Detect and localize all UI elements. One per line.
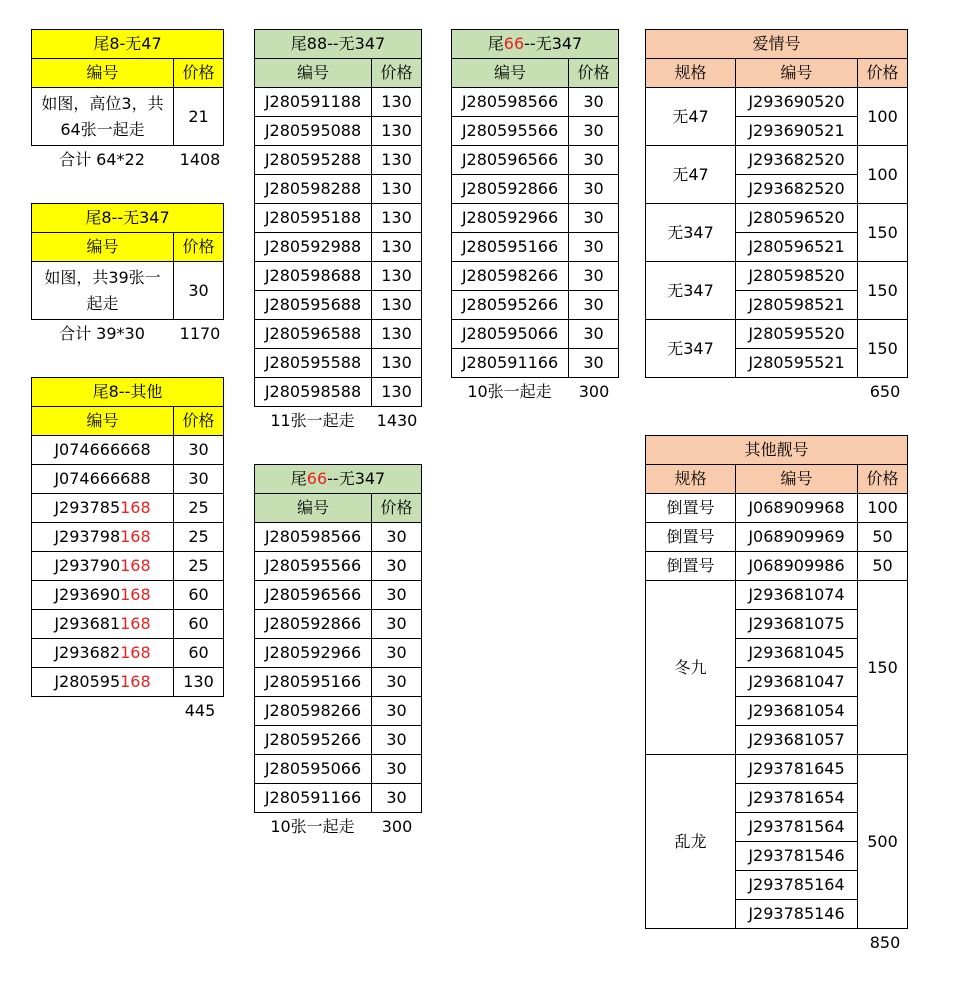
price-cell: 30: [372, 755, 422, 784]
code-cell: J280596566: [452, 146, 569, 175]
price-cell: 130: [372, 117, 422, 146]
price-cell: 30: [372, 697, 422, 726]
table-other-fancy-numbers: [645, 435, 908, 929]
code-cell: J280592866: [452, 175, 569, 204]
table-row: [452, 117, 619, 146]
table-tail8-other: [31, 377, 224, 697]
table-row: [255, 784, 422, 813]
code-cell: J280598288: [255, 175, 372, 204]
code-cell: J293681047: [736, 668, 858, 697]
price-cell: 150: [858, 262, 908, 320]
code-cell: J280596520: [736, 204, 858, 233]
table-row: [32, 523, 224, 552]
table-row: [255, 523, 422, 552]
code-cell: J293785168: [32, 494, 174, 523]
table-row: [255, 204, 422, 233]
code-cell: J293682520: [736, 175, 858, 204]
price-cell: 30: [372, 784, 422, 813]
code-cell: J068909986: [736, 552, 858, 581]
table-title: 尾66--无347: [452, 30, 619, 59]
code-cell: J293690520: [736, 88, 858, 117]
price-cell: 30: [569, 146, 619, 175]
code-cell: J293781564: [736, 813, 858, 842]
code-cell: J280598266: [452, 262, 569, 291]
price-cell: 130: [372, 378, 422, 407]
table-row: [452, 233, 619, 262]
spec-cell: 无347: [646, 320, 736, 378]
price-cell: 150: [858, 581, 908, 755]
price-cell: 50: [858, 552, 908, 581]
price-cell: 30: [372, 726, 422, 755]
code-cell: J293682520: [736, 146, 858, 175]
total-label: 合计 39*30: [59, 324, 145, 343]
price-cell: 30: [569, 233, 619, 262]
price-cell: 130: [174, 668, 224, 697]
price-cell: 130: [372, 291, 422, 320]
col-header-price: 价格: [569, 59, 619, 88]
table-row: [255, 639, 422, 668]
table-title: 爱情号: [646, 30, 908, 59]
col-header-spec: 规格: [646, 465, 736, 494]
table-row: [646, 755, 908, 784]
table-row: [255, 262, 422, 291]
code-cell: J280595566: [255, 552, 372, 581]
total-value: 1430: [376, 411, 418, 430]
total-value: 445: [184, 701, 216, 720]
code-cell: J280596588: [255, 320, 372, 349]
code-cell: J293690168: [32, 581, 174, 610]
price-cell: 30: [569, 262, 619, 291]
table-tail8-no47: [31, 29, 224, 146]
price-cell: 130: [372, 146, 422, 175]
col-header-price: 价格: [174, 407, 224, 436]
col-header-spec: 规格: [646, 59, 736, 88]
price-cell: 130: [372, 88, 422, 117]
code-cell: J280598688: [255, 262, 372, 291]
table-row: [32, 668, 224, 697]
price-cell: 30: [569, 175, 619, 204]
table-row: [255, 320, 422, 349]
table-row: [32, 610, 224, 639]
spec-cell: 无347: [646, 262, 736, 320]
spec-cell: 无47: [646, 88, 736, 146]
code-cell: J293798168: [32, 523, 174, 552]
table-title: 尾88--无347: [255, 30, 422, 59]
footer-label: 11张一起走: [270, 411, 355, 430]
total-value: 650: [869, 382, 901, 401]
code-cell: J280595066: [255, 755, 372, 784]
code-cell: J280595688: [255, 291, 372, 320]
description-cell: 如图，高位3，共64张一起走: [32, 88, 174, 146]
price-cell: 30: [569, 204, 619, 233]
table-row: [32, 581, 224, 610]
code-cell: J280595520: [736, 320, 858, 349]
code-cell: J280598266: [255, 697, 372, 726]
table-title: 尾66--无347: [255, 465, 422, 494]
price-cell: 25: [174, 523, 224, 552]
table-row: [646, 320, 908, 349]
table-title: 尾8-无47: [32, 30, 224, 59]
col-header-code: 编号: [255, 494, 372, 523]
table-row: [255, 175, 422, 204]
col-header-code: 编号: [736, 59, 858, 88]
price-cell: 30: [569, 88, 619, 117]
table-row: [32, 639, 224, 668]
table-tail8-no347: [31, 203, 224, 320]
code-cell: J280595521: [736, 349, 858, 378]
col-header-price: 价格: [174, 59, 224, 88]
table-row: [255, 726, 422, 755]
total-value: 300: [381, 817, 413, 836]
spec-cell: 乱龙: [646, 755, 736, 929]
code-cell: J280595066: [452, 320, 569, 349]
price-cell: 30: [569, 349, 619, 378]
table-tail66-no347-lower: [254, 464, 422, 813]
code-cell: J280591166: [255, 784, 372, 813]
code-cell: J280598566: [452, 88, 569, 117]
price-cell: 100: [858, 88, 908, 146]
price-cell: 50: [858, 523, 908, 552]
code-cell: J280595188: [255, 204, 372, 233]
code-cell: J280591188: [255, 88, 372, 117]
price-cell: 30: [372, 581, 422, 610]
price-cell: 21: [174, 88, 224, 146]
code-cell: J280595088: [255, 117, 372, 146]
code-cell: J280595166: [452, 233, 569, 262]
code-cell: J293781645: [736, 755, 858, 784]
col-header-price: 价格: [858, 59, 908, 88]
code-cell: J280595166: [255, 668, 372, 697]
code-cell: J280591166: [452, 349, 569, 378]
price-cell: 30: [372, 610, 422, 639]
table-row: [452, 88, 619, 117]
code-cell: J280595266: [255, 726, 372, 755]
code-cell: J280595266: [452, 291, 569, 320]
table-row: [255, 117, 422, 146]
table-row: [32, 552, 224, 581]
code-cell: J280592866: [255, 610, 372, 639]
price-cell: 30: [569, 291, 619, 320]
table-row: [452, 291, 619, 320]
code-cell: J074666688: [32, 465, 174, 494]
price-cell: 100: [858, 146, 908, 204]
price-cell: 30: [174, 262, 224, 320]
price-cell: 100: [858, 494, 908, 523]
code-cell: J280595566: [452, 117, 569, 146]
code-cell: J280598521: [736, 291, 858, 320]
price-cell: 130: [372, 233, 422, 262]
price-cell: 60: [174, 581, 224, 610]
spec-cell: 倒置号: [646, 494, 736, 523]
table-row: [32, 465, 224, 494]
price-cell: 30: [174, 465, 224, 494]
table-row: [646, 523, 908, 552]
price-cell: 60: [174, 610, 224, 639]
code-cell: J280592966: [255, 639, 372, 668]
col-header-price: 价格: [858, 465, 908, 494]
code-cell: J293681045: [736, 639, 858, 668]
code-cell: J293681054: [736, 697, 858, 726]
spec-cell: 无47: [646, 146, 736, 204]
table-row: [255, 349, 422, 378]
spec-cell: 倒置号: [646, 552, 736, 581]
table-row: [255, 378, 422, 407]
code-cell: J293785146: [736, 900, 858, 929]
code-cell: J280596521: [736, 233, 858, 262]
code-cell: J293790168: [32, 552, 174, 581]
price-cell: 30: [372, 668, 422, 697]
code-cell: J293781546: [736, 842, 858, 871]
table-row: [255, 291, 422, 320]
price-cell: 130: [372, 320, 422, 349]
price-cell: 30: [372, 639, 422, 668]
col-header-price: 价格: [372, 59, 422, 88]
price-cell: 25: [174, 494, 224, 523]
code-cell: J280592966: [452, 204, 569, 233]
table-row: [255, 668, 422, 697]
col-header-code: 编号: [255, 59, 372, 88]
table-row: [255, 88, 422, 117]
price-cell: 30: [372, 552, 422, 581]
table-row: [452, 262, 619, 291]
code-cell: J280598520: [736, 262, 858, 291]
table-row: [255, 146, 422, 175]
table-row: [452, 204, 619, 233]
table-row: [255, 755, 422, 784]
price-cell: 60: [174, 639, 224, 668]
col-header-code: 编号: [32, 407, 174, 436]
code-cell: J280598566: [255, 523, 372, 552]
code-cell: J280595168: [32, 668, 174, 697]
description-cell: 如图，共39张一起走: [32, 262, 174, 320]
code-cell: J280595288: [255, 146, 372, 175]
table-row: [452, 146, 619, 175]
spec-cell: 冬九: [646, 581, 736, 755]
table-row: [255, 552, 422, 581]
footer-label: 10张一起走: [467, 382, 552, 401]
table-row: [32, 436, 224, 465]
code-cell: J293682168: [32, 639, 174, 668]
table-love-numbers: [645, 29, 908, 378]
code-cell: J293785164: [736, 871, 858, 900]
table-row: [646, 494, 908, 523]
code-cell: J280592988: [255, 233, 372, 262]
table-row: [32, 494, 224, 523]
table-title: 尾8--无347: [32, 204, 224, 233]
code-cell: J293781654: [736, 784, 858, 813]
total-value: 1408: [179, 150, 221, 169]
table-row: [452, 349, 619, 378]
price-cell: 150: [858, 204, 908, 262]
price-cell: 30: [569, 117, 619, 146]
price-cell: 500: [858, 755, 908, 929]
total-value: 300: [578, 382, 610, 401]
code-cell: J068909969: [736, 523, 858, 552]
table-row: [646, 262, 908, 291]
table-row: [255, 233, 422, 262]
table-row: [255, 581, 422, 610]
code-cell: J280596566: [255, 581, 372, 610]
table-tail88-no347: [254, 29, 422, 407]
price-cell: 30: [569, 320, 619, 349]
table-title: 其他靓号: [646, 436, 908, 465]
code-cell: J293690521: [736, 117, 858, 146]
total-value: 850: [869, 933, 901, 952]
code-cell: J293681168: [32, 610, 174, 639]
table-row: [452, 175, 619, 204]
code-cell: J074666668: [32, 436, 174, 465]
price-cell: 130: [372, 349, 422, 378]
spec-cell: 无347: [646, 204, 736, 262]
table-row: [646, 552, 908, 581]
col-header-price: 价格: [372, 494, 422, 523]
code-cell: J280595588: [255, 349, 372, 378]
price-cell: 25: [174, 552, 224, 581]
total-value: 1170: [179, 324, 221, 343]
col-header-price: 价格: [174, 233, 224, 262]
table-row: [646, 581, 908, 610]
price-cell: 130: [372, 204, 422, 233]
table-row: [452, 320, 619, 349]
col-header-code: 编号: [736, 465, 858, 494]
table-row: [646, 204, 908, 233]
table-row: [255, 610, 422, 639]
col-header-code: 编号: [452, 59, 569, 88]
table-row: [646, 146, 908, 175]
table-row: [255, 697, 422, 726]
code-cell: J293681057: [736, 726, 858, 755]
footer-label: 10张一起走: [270, 817, 355, 836]
spec-cell: 倒置号: [646, 523, 736, 552]
total-label: 合计 64*22: [59, 150, 145, 169]
code-cell: J293681075: [736, 610, 858, 639]
price-cell: 130: [372, 262, 422, 291]
price-cell: 130: [372, 175, 422, 204]
code-cell: J068909968: [736, 494, 858, 523]
price-cell: 30: [174, 436, 224, 465]
table-row: [646, 88, 908, 117]
price-cell: 30: [372, 523, 422, 552]
price-cell: 150: [858, 320, 908, 378]
table-tail66-no347-upper: [451, 29, 619, 378]
code-cell: J293681074: [736, 581, 858, 610]
col-header-code: 编号: [32, 233, 174, 262]
col-header-code: 编号: [32, 59, 174, 88]
code-cell: J280598588: [255, 378, 372, 407]
table-title: 尾8--其他: [32, 378, 224, 407]
